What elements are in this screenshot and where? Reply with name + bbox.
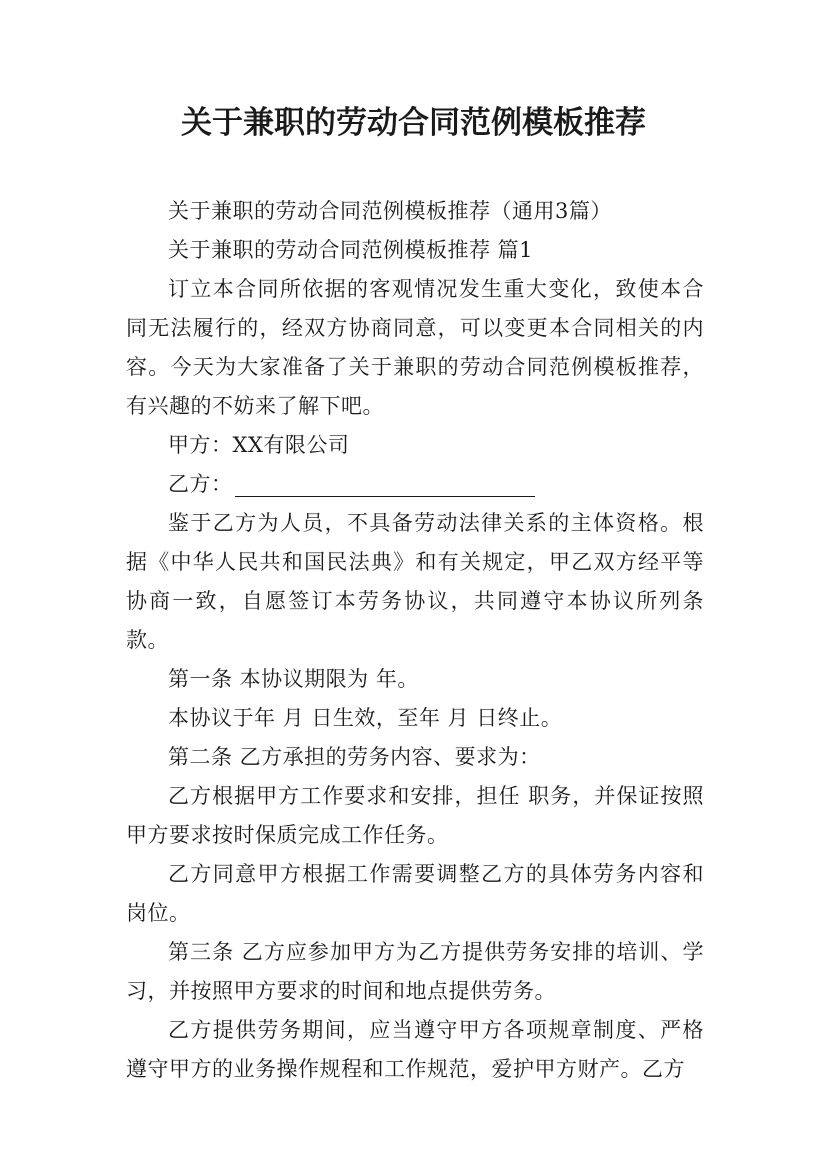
paragraph-conduct: 乙方提供劳务期间，应当遵守甲方各项规章制度、严格遵守甲方的业务操作规程和工作规范，爱护甲方财产。乙方 [126,1018,704,1081]
party-b-blank-line [235,474,535,497]
paragraph-party-a: 甲方：XX有限公司 [168,433,350,457]
paragraph-intro: 订立本合同所依据的客观情况发生重大变化，致使本合同无法履行的，经双方协商同意，可以变更本合同相关的内容。今天为大家准备了关于兼职的劳动合同范例模板推荐，有兴趣的不妨来了解下吧。 [126,277,704,418]
party-b-label: 乙方： [168,472,233,496]
paragraph-article-3: 第三条 乙方应参加甲方为乙方提供劳务安排的培训、学习，并按照甲方要求的时间和地点提供劳务。 [126,940,704,1003]
paragraph-adjustment: 乙方同意甲方根据工作需要调整乙方的具体劳务内容和岗位。 [126,862,704,925]
document-body [126,192,704,1089]
paragraph-subtitle: 关于兼职的劳动合同范例模板推荐（通用3篇） [168,199,612,223]
paragraph-article-1: 第一条 本协议期限为 年。 [168,667,419,691]
paragraph-section-heading: 关于兼职的劳动合同范例模板推荐 篇1 [168,238,534,262]
paragraph-article-2: 第二条 乙方承担的劳务内容、要求为： [168,745,541,769]
paragraph-preamble: 鉴于乙方为人员，不具备劳动法律关系的主体资格。根据《中华人民共和国民法典》和有关规定，甲乙双方经平等协商一致，自愿签订本劳务协议，共同遵守本协议所列条款。 [126,511,704,652]
document-title: 关于兼职的劳动合同范例模板推荐 [181,105,646,141]
paragraph-effective-date: 本协议于年 月 日生效，至年 月 日终止。 [168,706,563,730]
paragraph-duties: 乙方根据甲方工作要求和安排，担任 职务，并保证按照甲方要求按时保质完成工作任务。 [126,784,704,847]
paragraph-party-b [126,465,704,504]
